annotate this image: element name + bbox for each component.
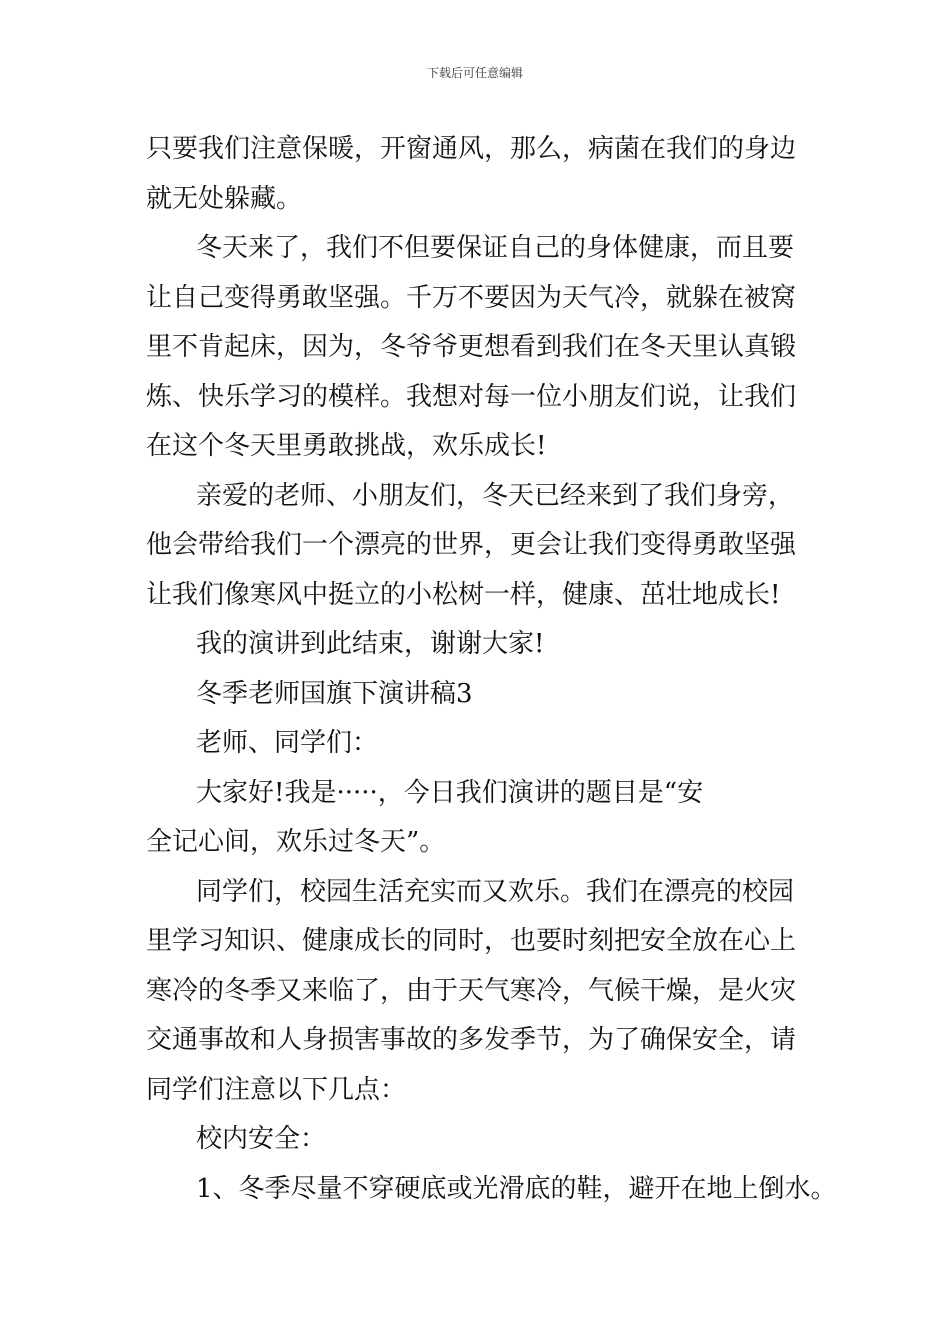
text-line: 亲爱的老师、小朋友们，冬天已经来到了我们身旁， bbox=[196, 480, 795, 511]
text-line: 里不肯起床，因为，冬爷爷更想看到我们在冬天里认真锻 bbox=[146, 332, 797, 362]
text-line: 就无处躲藏。 bbox=[146, 183, 303, 214]
text-line: 1、冬季尽量不穿硬底或光滑底的鞋，避开在地上倒水。 bbox=[196, 1173, 837, 1204]
text-line: 同学们，校园生活充实而又欢乐。我们在漂亮的校园 bbox=[196, 876, 795, 907]
text-line: 老师、同学们： bbox=[196, 728, 379, 758]
text-line: 寒冷的冬季又来临了，由于天气寒冷，气候干燥，是火灾 bbox=[146, 975, 797, 1006]
text-line: 校内安全： bbox=[196, 1124, 327, 1154]
page-header: 下载后可任意编辑 bbox=[426, 66, 523, 80]
text-line: 同学们注意以下几点： bbox=[146, 1074, 407, 1105]
text-line: 冬季老师国旗下演讲稿3 bbox=[196, 678, 473, 709]
text-line: 冬天来了，我们不但要保证自己的身体健康，而且要 bbox=[196, 233, 795, 263]
text-line: 全记心间，欢乐过冬天”。 bbox=[146, 827, 446, 857]
text-line: 大家好!我是·····，今日我们演讲的题目是“安 bbox=[196, 777, 704, 808]
text-line: 炼、快乐学习的模样。我想对每一位小朋友们说，让我们 bbox=[146, 381, 797, 412]
text-line: 我的演讲到此结束，谢谢大家! bbox=[196, 629, 545, 659]
text-line: 让自己变得勇敢坚强。千万不要因为天气冷，就躲在被窝 bbox=[146, 282, 797, 313]
text-line: 让我们像寒风中挺立的小松树一样，健康、茁壮地成长! bbox=[146, 579, 781, 610]
text-line: 里学习知识、健康成长的同时，也要时刻把安全放在心上 bbox=[146, 926, 797, 956]
text-line: 在这个冬天里勇敢挑战，欢乐成长! bbox=[146, 431, 547, 461]
document-body bbox=[146, 125, 836, 1214]
text-line: 他会带给我们一个漂亮的世界，更会让我们变得勇敢坚强 bbox=[146, 530, 797, 560]
text-line: 只要我们注意保暖，开窗通风，那么，病菌在我们的身边 bbox=[146, 134, 797, 164]
text-line: 交通事故和人身损害事故的多发季节，为了确保安全，请 bbox=[146, 1025, 797, 1055]
